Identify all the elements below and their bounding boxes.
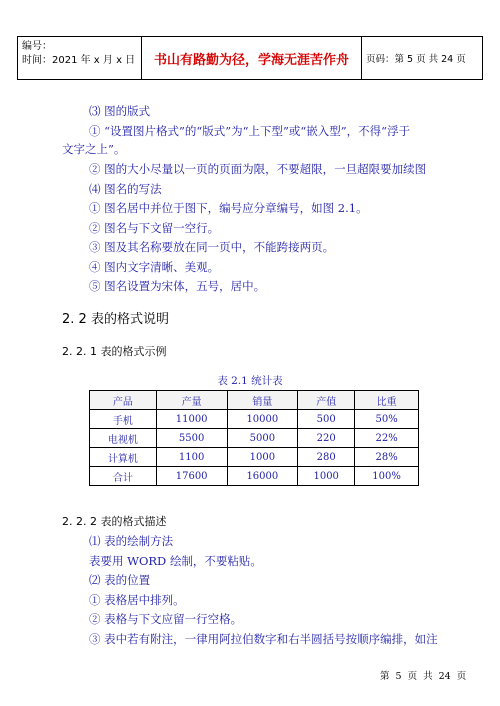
table-cell: 50% xyxy=(355,410,419,429)
table-cell: 11000 xyxy=(156,410,227,429)
table-header-cell: 比重 xyxy=(355,391,419,410)
line-size-rule: ② 图的大小尽量以一页的页面为限，不要超限，一旦超限要加续图 xyxy=(89,162,427,176)
table-cell: 17600 xyxy=(156,467,227,486)
header-meta xyxy=(18,37,142,79)
line-table-position-rule-3: ③ 表中若有附注，一律用阿拉伯数字和右半圆括号按顺序编排，如注 xyxy=(89,632,438,646)
line-table-drawing-rule: 表要用 WORD 绘制，不要粘贴。 xyxy=(89,554,262,568)
page-header xyxy=(17,36,483,80)
line-table-position-rule-2: ② 表格与下文应留一行空格。 xyxy=(89,612,243,626)
table-cell: 合计 xyxy=(90,467,157,486)
table-caption: 表 2.1 统计表 xyxy=(217,375,283,387)
table-cell: 电视机 xyxy=(90,429,157,448)
subsection-heading-2-2-2: 2. 2. 2 表的格式描述 xyxy=(62,515,167,528)
table-cell: 16000 xyxy=(227,467,298,486)
table-cell: 280 xyxy=(298,448,355,467)
line-table-drawing: ⑴ 表的绘制方法 xyxy=(89,534,174,548)
table-cell: 220 xyxy=(298,429,355,448)
table-cell: 1000 xyxy=(298,467,355,486)
line-table-position: ⑵ 表的位置 xyxy=(89,573,151,587)
table-cell: 22% xyxy=(355,429,419,448)
table-cell: 100% xyxy=(355,467,419,486)
line-layout-rule-cont: 文字之上”。 xyxy=(62,142,126,156)
header-page-info: 页码：第 5 页 共 24 页 xyxy=(366,54,466,65)
header-number-label: 编号： xyxy=(22,41,52,52)
table-cell: 5000 xyxy=(227,429,298,448)
table-cell: 5500 xyxy=(156,429,227,448)
line-figure-layout: ⑶ 图的版式 xyxy=(89,104,151,118)
table-row xyxy=(90,467,419,486)
line-caption-rule-5: ⑤ 图名设置为宋体，五号，居中。 xyxy=(89,279,266,293)
table-row xyxy=(90,410,419,429)
line-table-position-rule-1: ① 表格居中排列。 xyxy=(89,593,185,607)
stats-table xyxy=(89,390,419,486)
table-row xyxy=(90,448,419,467)
line-caption-rule-3: ③ 图及其名称要放在同一页中，不能跨接两页。 xyxy=(89,240,335,254)
page-footer: 第 5 页 共 24 页 xyxy=(380,671,467,682)
table-cell: 手机 xyxy=(90,410,157,429)
table-header-row xyxy=(90,391,419,410)
table-cell: 计算机 xyxy=(90,448,157,467)
line-caption-rule-4: ④ 图内文字清晰、美观。 xyxy=(89,260,220,274)
header-time-label: 时间：2021 年 x 月 x 日 xyxy=(22,55,136,66)
table-header-cell: 产值 xyxy=(298,391,355,410)
table-header-cell: 销量 xyxy=(227,391,298,410)
table-header-cell: 产品 xyxy=(90,391,157,410)
line-caption-rule-2: ② 图名与下文留一空行。 xyxy=(89,221,220,235)
header-motto: 书山有路勤为径，学海无涯苦作舟 xyxy=(142,37,362,79)
line-layout-rule: ① “设置图片格式”的“版式”为“上下型”或“嵌入型”，不得“浮于 xyxy=(89,124,411,138)
line-caption-rule-1: ① 图名居中并位于图下，编号应分章编号，如图 2.1。 xyxy=(89,201,368,215)
line-caption-heading: ⑷ 图名的写法 xyxy=(89,182,162,196)
section-heading-2-2: 2. 2 表的格式说明 xyxy=(62,312,169,327)
table-row xyxy=(90,429,419,448)
table-header-cell: 产量 xyxy=(156,391,227,410)
table-cell: 1000 xyxy=(227,448,298,467)
table-cell: 1100 xyxy=(156,448,227,467)
subsection-heading-2-2-1: 2. 2. 1 表的格式示例 xyxy=(62,345,167,358)
table-cell: 10000 xyxy=(227,410,298,429)
table-cell: 500 xyxy=(298,410,355,429)
table-cell: 28% xyxy=(355,448,419,467)
